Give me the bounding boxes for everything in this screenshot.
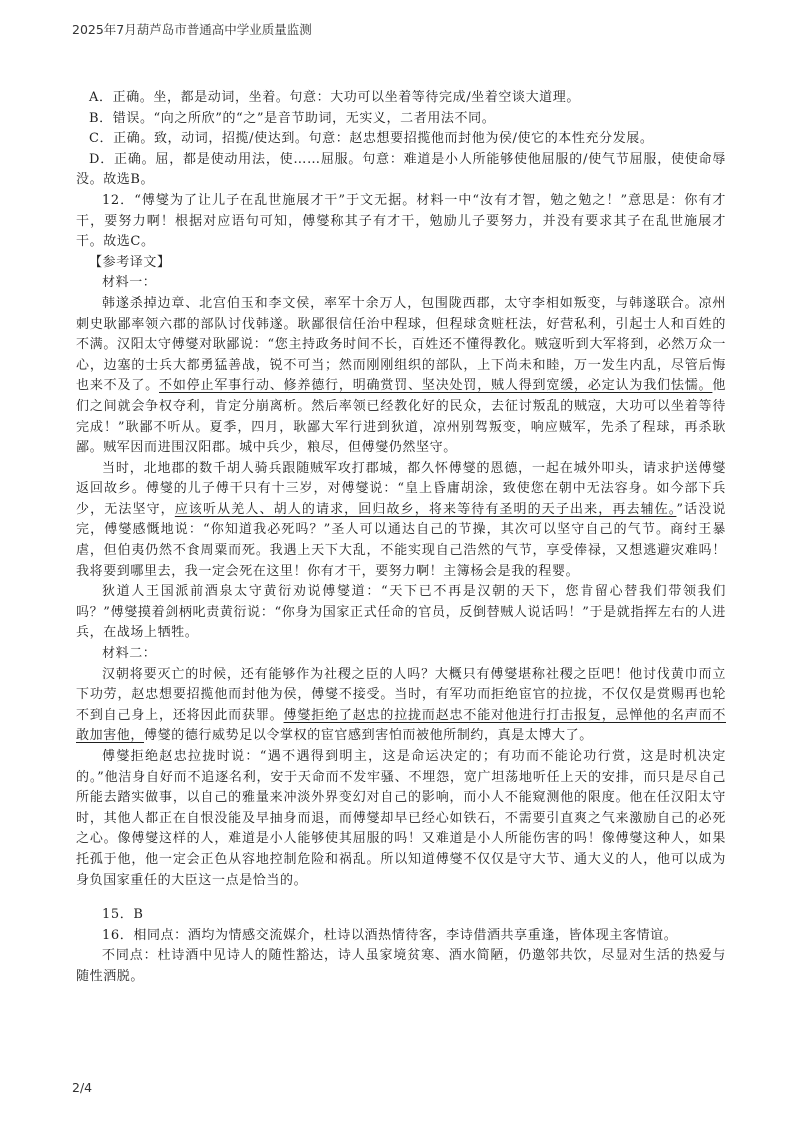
- p1-underlined: 不如停止军事行动、修养德行，明确赏罚、坚决处罚，贼人得到宽缓，必定认为我们怯懦。: [159, 378, 713, 394]
- question-12-answer: 12．“傅燮为了让儿子在乱世施展才干”于文无据。材料一中“汝有才智，勉之勉之！”意思是：你有才干，要努力啊！根据对应语句可知，傅燮称其子有才干，勉励儿子要努力，并没有要求其子在乱世施展才干。故选C。: [76, 192, 726, 250]
- page-number: 2/4: [72, 1080, 93, 1095]
- section-gap: [76, 891, 726, 905]
- p4-text-b: 傅燮的德行威势足以令掌权的宦官感到害怕而被他所制约，真是太博大了。: [144, 728, 593, 744]
- translation-paragraph-3: 狄道人王国派前酒泉太守黄衍劝说傅燮道：“天下已不再是汉朝的天下，您肯留心替我们带领我们吗？”傅燮摸着剑柄叱责黄衍说：“你身为国家正式任命的官员，反倒替贼人说话吗！”于是就指挥左右的人进兵，在战场上牺牲。: [76, 584, 726, 641]
- translation-paragraph-5: 傅燮拒绝赵忠拉拢时说：“遇不遇得到明主，这是命运决定的；有功而不能论功行赏，这是时机决定的。”他洁身自好而不追逐名利，安于天命而不发牢骚、不埋怨，宽广坦荡地听任上天的安排，而只是尽自己所能去踏实做事，以自己的雅量来冲淡外界变幻对自己的影响，而小人不能窥测他的限度。他在任汉阳太守时，其他人都正在自恨没能及早抽身而退，而傅燮却早已经心如铁石，不需要引直爽之气来激励自己的必死之心。像傅燮这样的人，难道是小人能够使其屈服的吗！又难道是小人所能伤害的吗！像傅燮这种人，如果托孤于他，他一定会正色从容地控制危险和祸乱。所以知道傅燮不仅仅是守大节、通大义的人，他可以成为身负国家重任的大臣这一点是恰当的。: [76, 749, 726, 888]
- p2-underlined: 应该听从羌人、胡人的请求，回归故乡，将来等待有圣明的天子出来，再去辅佐。: [174, 501, 677, 517]
- p2-text-b: ”话没说完，傅燮感慨地说：“你知道我必死吗？”圣人可以通达自己的节操，其次可以坚守自己的气节。商纣王暴虐，但伯夷仍然不食周粟而死。我遇上天下大乱，不能实现自己浩然的气节，享受俸禄，又想逃避灾难吗！我将要到哪里去，我一定会死在这里！你有才干，要努力啊！主簿杨会是我的程婴。: [76, 501, 727, 579]
- translation-paragraph-1: [76, 294, 726, 459]
- translation-heading: 【参考译文】: [89, 254, 171, 270]
- answer-content: [76, 88, 726, 988]
- option-b: B．错误。“向之所欣”的“之”是音节助词，无实义，二者用法不同。: [89, 110, 496, 126]
- question-16-diff: 不同点：杜诗酒中见诗人的随性豁达，诗人虽家境贫寒、酒水简陋，仍邀邻共饮，尽显对生活的热爱与随性洒脱。: [76, 948, 726, 984]
- p4-underlined: 傅燮拒绝了赵忠的拉拢而赵忠不能对他进行打击报复，忌惮他的名声而不敢加害他，: [76, 707, 726, 744]
- material-1-label: 材料一：: [102, 275, 157, 291]
- page-header: 2025年7月葫芦岛市普通高中学业质量监测: [72, 22, 312, 37]
- question-15-answer: 15．B: [102, 907, 144, 923]
- translation-paragraph-4: [76, 665, 726, 747]
- p4-text-a: 汉朝将要灭亡的时候，还有能够作为社稷之臣的人吗？大概只有傅燮堪称社稷之臣吧！他讨伐黄巾而立下功劳，赵忠想要招揽他而封他为侯，傅燮不接受。当时，有军功而拒绝宦官的拉拢，不仅仅是赏赐再也轮不到自己身上，还将因此而获罪。: [76, 666, 726, 723]
- material-2-label: 材料二：: [102, 646, 157, 662]
- translation-paragraph-2: [76, 459, 726, 583]
- option-d: D．正确。屈，都是使动用法，使……屈服。句意：难道是小人所能够使他屈服的/使气节屈服，使使命辱没。故选B。: [76, 151, 726, 188]
- p1-text-a: 韩遂杀掉边章、北宫伯玉和李文侯，率军十余万人，包围陇西郡，太守李相如叛变，与韩遂联合。凉州刺史耿鄙率领六郡的部队讨伐韩遂。耿鄙很信任治中程球，但程球贪赃枉法，好营私利，引起士人和百姓的不满。汉阳太守傅燮对耿鄙说：“您主持政务时间不长，百姓还不懂得教化。贼寇听到大军将到，必然万众一心，边塞的士兵大都勇猛善战，锐不可当；然而刚刚组织的部队，上下尚未和睦，万一发生内乱，尽管后悔也来不及了。: [76, 295, 726, 394]
- question-16-same: 16．相同点：酒均为情感交流媒介，杜诗以酒热情待客，李诗借酒共享重逢，皆体现主客情谊。: [102, 927, 678, 943]
- p1-text-b: 他们之间就会争权夺利，肯定分崩离析。然后率领已经教化好的民众，去征讨叛乱的贼寇，大功可以坐着等待完成！”耿鄙不听从。夏季，四月，耿鄙大军行进到狄道，凉州别驾叛变，响应贼军，先杀了程球，再杀耿鄙。贼军因而进围汉阳郡。城中兵少，粮尽，但傅燮仍然坚守。: [76, 378, 726, 456]
- option-c: C．正确。致，动词，招揽/使达到。句意：赵忠想要招揽他而封他为侯/使它的本性充分发展。: [89, 131, 654, 147]
- p2-text-a: 当时，北地郡的数千胡人骑兵跟随贼军攻打郡城，都久怀傅燮的恩德，一起在城外叩头，请求护送傅燮返回故乡。傅燮的儿子傅干只有十三岁，对傅燮说：“皇上昏庸胡涂，致使您在朝中无法容身。如今部下兵少，无法坚守，: [76, 460, 726, 517]
- option-a: A．正确。坐，都是动词，坐着。句意：大功可以坐着等待完成/坐着空谈大道理。: [89, 90, 580, 105]
